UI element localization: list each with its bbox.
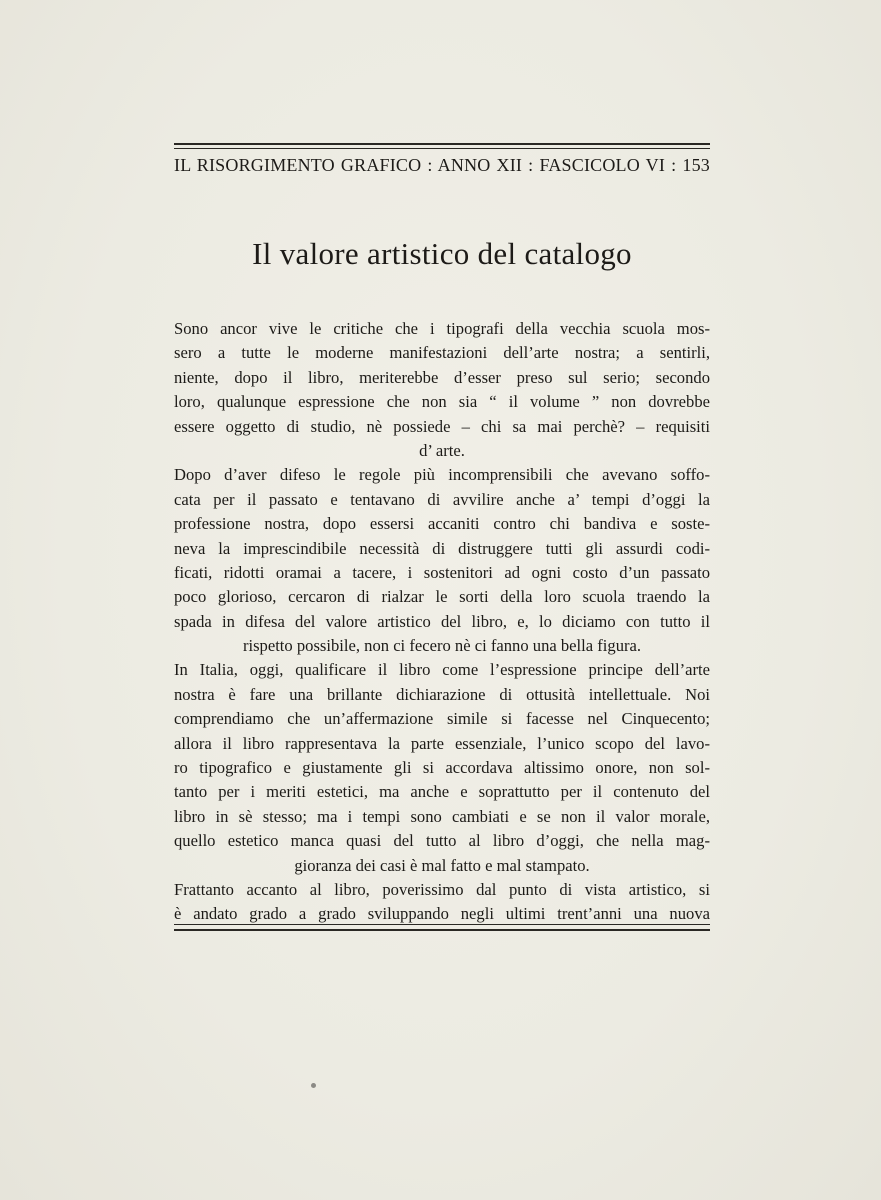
bottom-double-rule <box>174 924 710 931</box>
top-rule-thick-line <box>174 143 710 145</box>
article-title: Il valore artistico del catalogo <box>252 236 632 271</box>
body-line: sero a tutte le moderne manifestazioni dell’arte nostra; a sentirli, <box>174 343 710 363</box>
body-line: nostra è fare una brillante dichiarazione di ottusità intellettuale. Noi <box>174 684 710 704</box>
body-line: Sono ancor vive le critiche che i tipografi della vecchia scuola mos- <box>174 319 710 338</box>
bottom-rule-thin-line <box>174 924 710 925</box>
body-line: comprendiamo che un’affermazione simile si facesse nel Cinquecento; <box>174 709 710 729</box>
body-line: spada in difesa del valore artistico del libro, e, lo diciamo con tutto il <box>174 611 710 631</box>
body-line: gioranza dei casi è mal fatto e mal stampato. <box>294 855 590 875</box>
running-head: IL RISORGIMENTO GRAFICO : ANNO XII : FASCICOLO VI : 153 <box>174 155 710 175</box>
body-line: è andato grado a grado sviluppando negli ultimi trent’anni una nuova <box>174 904 710 924</box>
top-double-rule <box>174 143 710 150</box>
bottom-rule-thick-line <box>174 929 710 931</box>
body-line: professione nostra, dopo essersi accaniti contro chi bandiva e soste- <box>174 514 710 534</box>
body-line: allora il libro rappresentava la parte essenziale, l’unico scopo del lavo- <box>174 733 710 753</box>
body-line: Frattanto accanto al libro, poverissimo dal punto di vista artistico, si <box>174 879 710 899</box>
body-line: Dopo d’aver difeso le regole più incomprensibili che avevano soffo- <box>174 465 710 485</box>
body-line: neva la imprescindibile necessità di distruggere tutti gli assurdi codi- <box>174 538 710 558</box>
body-line: poco glorioso, cercaron di rialzar le sorti della loro scuola traendo la <box>174 587 710 607</box>
article-body <box>174 317 710 927</box>
body-line: ro tipografico e giustamente gli si accordava altissimo onore, non sol- <box>174 758 710 778</box>
body-line: ficati, ridotti oramai a tacere, i sostenitori ad ogni costo d’un passato <box>174 562 710 582</box>
body-line: tanto per i meriti estetici, ma anche e soprattutto per il contenuto del <box>174 782 710 802</box>
body-line: niente, dopo il libro, meriterebbe d’esser preso sul serio; secondo <box>174 367 710 387</box>
body-line: d’ arte. <box>419 440 465 460</box>
body-line: rispetto possibile, non ci fecero nè ci fanno una bella figura. <box>242 636 642 656</box>
body-line: cata per il passato e tentavano di avvilire anche a’ tempi d’oggi la <box>174 489 710 509</box>
body-line: essere oggetto di studio, nè possiede – chi sa mai perchè? – requisiti <box>174 416 710 436</box>
top-rule-thin-line <box>174 148 710 149</box>
body-line: loro, qualunque espressione che non sia “ il volume ” non dovrebbe <box>174 392 710 412</box>
body-line: libro in sè stesso; ma i tempi sono cambiati e se non il valor morale, <box>174 806 710 826</box>
body-line: quello estetico manca quasi del tutto al libro d’oggi, che nella mag- <box>174 831 710 851</box>
paper-speck <box>311 1083 316 1088</box>
body-line: In Italia, oggi, qualificare il libro come l’espressione principe dell’arte <box>174 660 710 680</box>
